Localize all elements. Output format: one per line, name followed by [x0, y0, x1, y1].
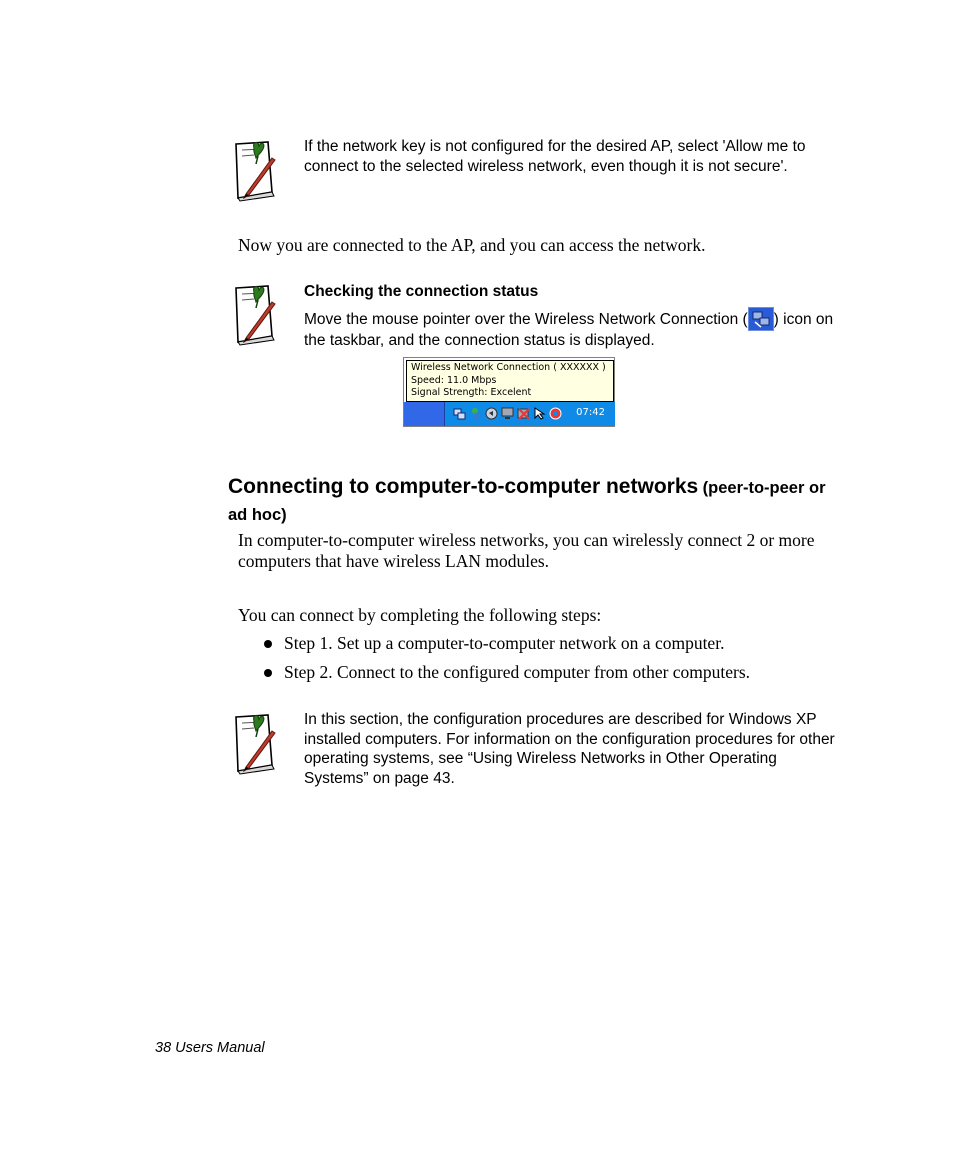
note-line-part: ) icon on [773, 310, 834, 328]
intro-line: In computer-to-computer wireless networks, you can wirelessly connect 2 or more [238, 530, 815, 550]
pointer-tray-icon[interactable] [533, 407, 546, 420]
note-line: If the network key is not configured for the desired AP, select 'Allow me to [304, 138, 806, 155]
note-pencil-icon [232, 140, 280, 202]
bullet-icon [264, 669, 272, 677]
note-1-text [304, 137, 864, 176]
heading-main: Connecting to computer-to-computer networks [228, 475, 699, 498]
list-item [264, 662, 884, 683]
taskbar [404, 402, 614, 426]
note-line [304, 307, 874, 331]
disconnected-tray-icon[interactable] [517, 407, 530, 420]
note-3-text [304, 710, 874, 788]
connected-paragraph: Now you are connected to the AP, and you can access the network. [238, 235, 706, 255]
connection-tooltip [406, 360, 614, 402]
volume-tray-icon[interactable] [485, 407, 498, 420]
taskbar-left [404, 402, 444, 426]
note-line-part: Move the mouse pointer over the Wireless Network Connection ( [304, 310, 748, 328]
tooltip-line: Speed: 11.0 Mbps [411, 374, 497, 386]
taskbar-screenshot [403, 357, 615, 427]
network-tray-icon[interactable] [453, 407, 466, 420]
section-heading [228, 474, 868, 529]
tooltip-line: Signal Strength: Excelent [411, 387, 532, 398]
note-line: operating systems, see “Using Wireless Networks in Other Operating [304, 750, 777, 767]
step-text: Step 1. Set up a computer-to-computer network on a computer. [284, 633, 725, 653]
lifebuoy-tray-icon[interactable] [549, 407, 562, 420]
page-footer: 38 Users Manual [155, 1040, 265, 1056]
note-pencil-icon [232, 713, 280, 775]
wireless-network-icon [748, 307, 774, 331]
step-text: Step 2. Connect to the configured computer from other computers. [284, 662, 751, 682]
heading-sub: (peer-to-peer or [702, 479, 826, 497]
messenger-tray-icon[interactable] [469, 407, 482, 420]
note-2-text [304, 282, 874, 350]
note-line: Systems” on page 43. [304, 769, 455, 787]
tray-clock: 07:42 [576, 407, 605, 418]
intro-line: computers that have wireless LAN modules. [238, 551, 550, 571]
display-tray-icon[interactable] [501, 407, 514, 420]
note-pencil-icon [232, 284, 280, 346]
tooltip-line: Wireless Network Connection ( XXXXXX ) [411, 362, 606, 373]
bullet-icon [264, 640, 272, 648]
section-intro [238, 530, 878, 572]
note-line: connect to the selected wireless network, even though it is not secure'. [304, 157, 788, 175]
heading-sub: ad hoc) [228, 506, 287, 524]
steps-intro: You can connect by completing the following steps: [238, 605, 602, 625]
list-item [264, 633, 884, 654]
system-tray [444, 402, 615, 426]
note-line: the taskbar, and the connection status is displayed. [304, 331, 655, 349]
note-title: Checking the connection status [304, 283, 539, 300]
note-line: In this section, the configuration procedures are described for Windows XP [304, 711, 817, 728]
note-line: installed computers. For information on the configuration procedures for other [304, 730, 835, 748]
